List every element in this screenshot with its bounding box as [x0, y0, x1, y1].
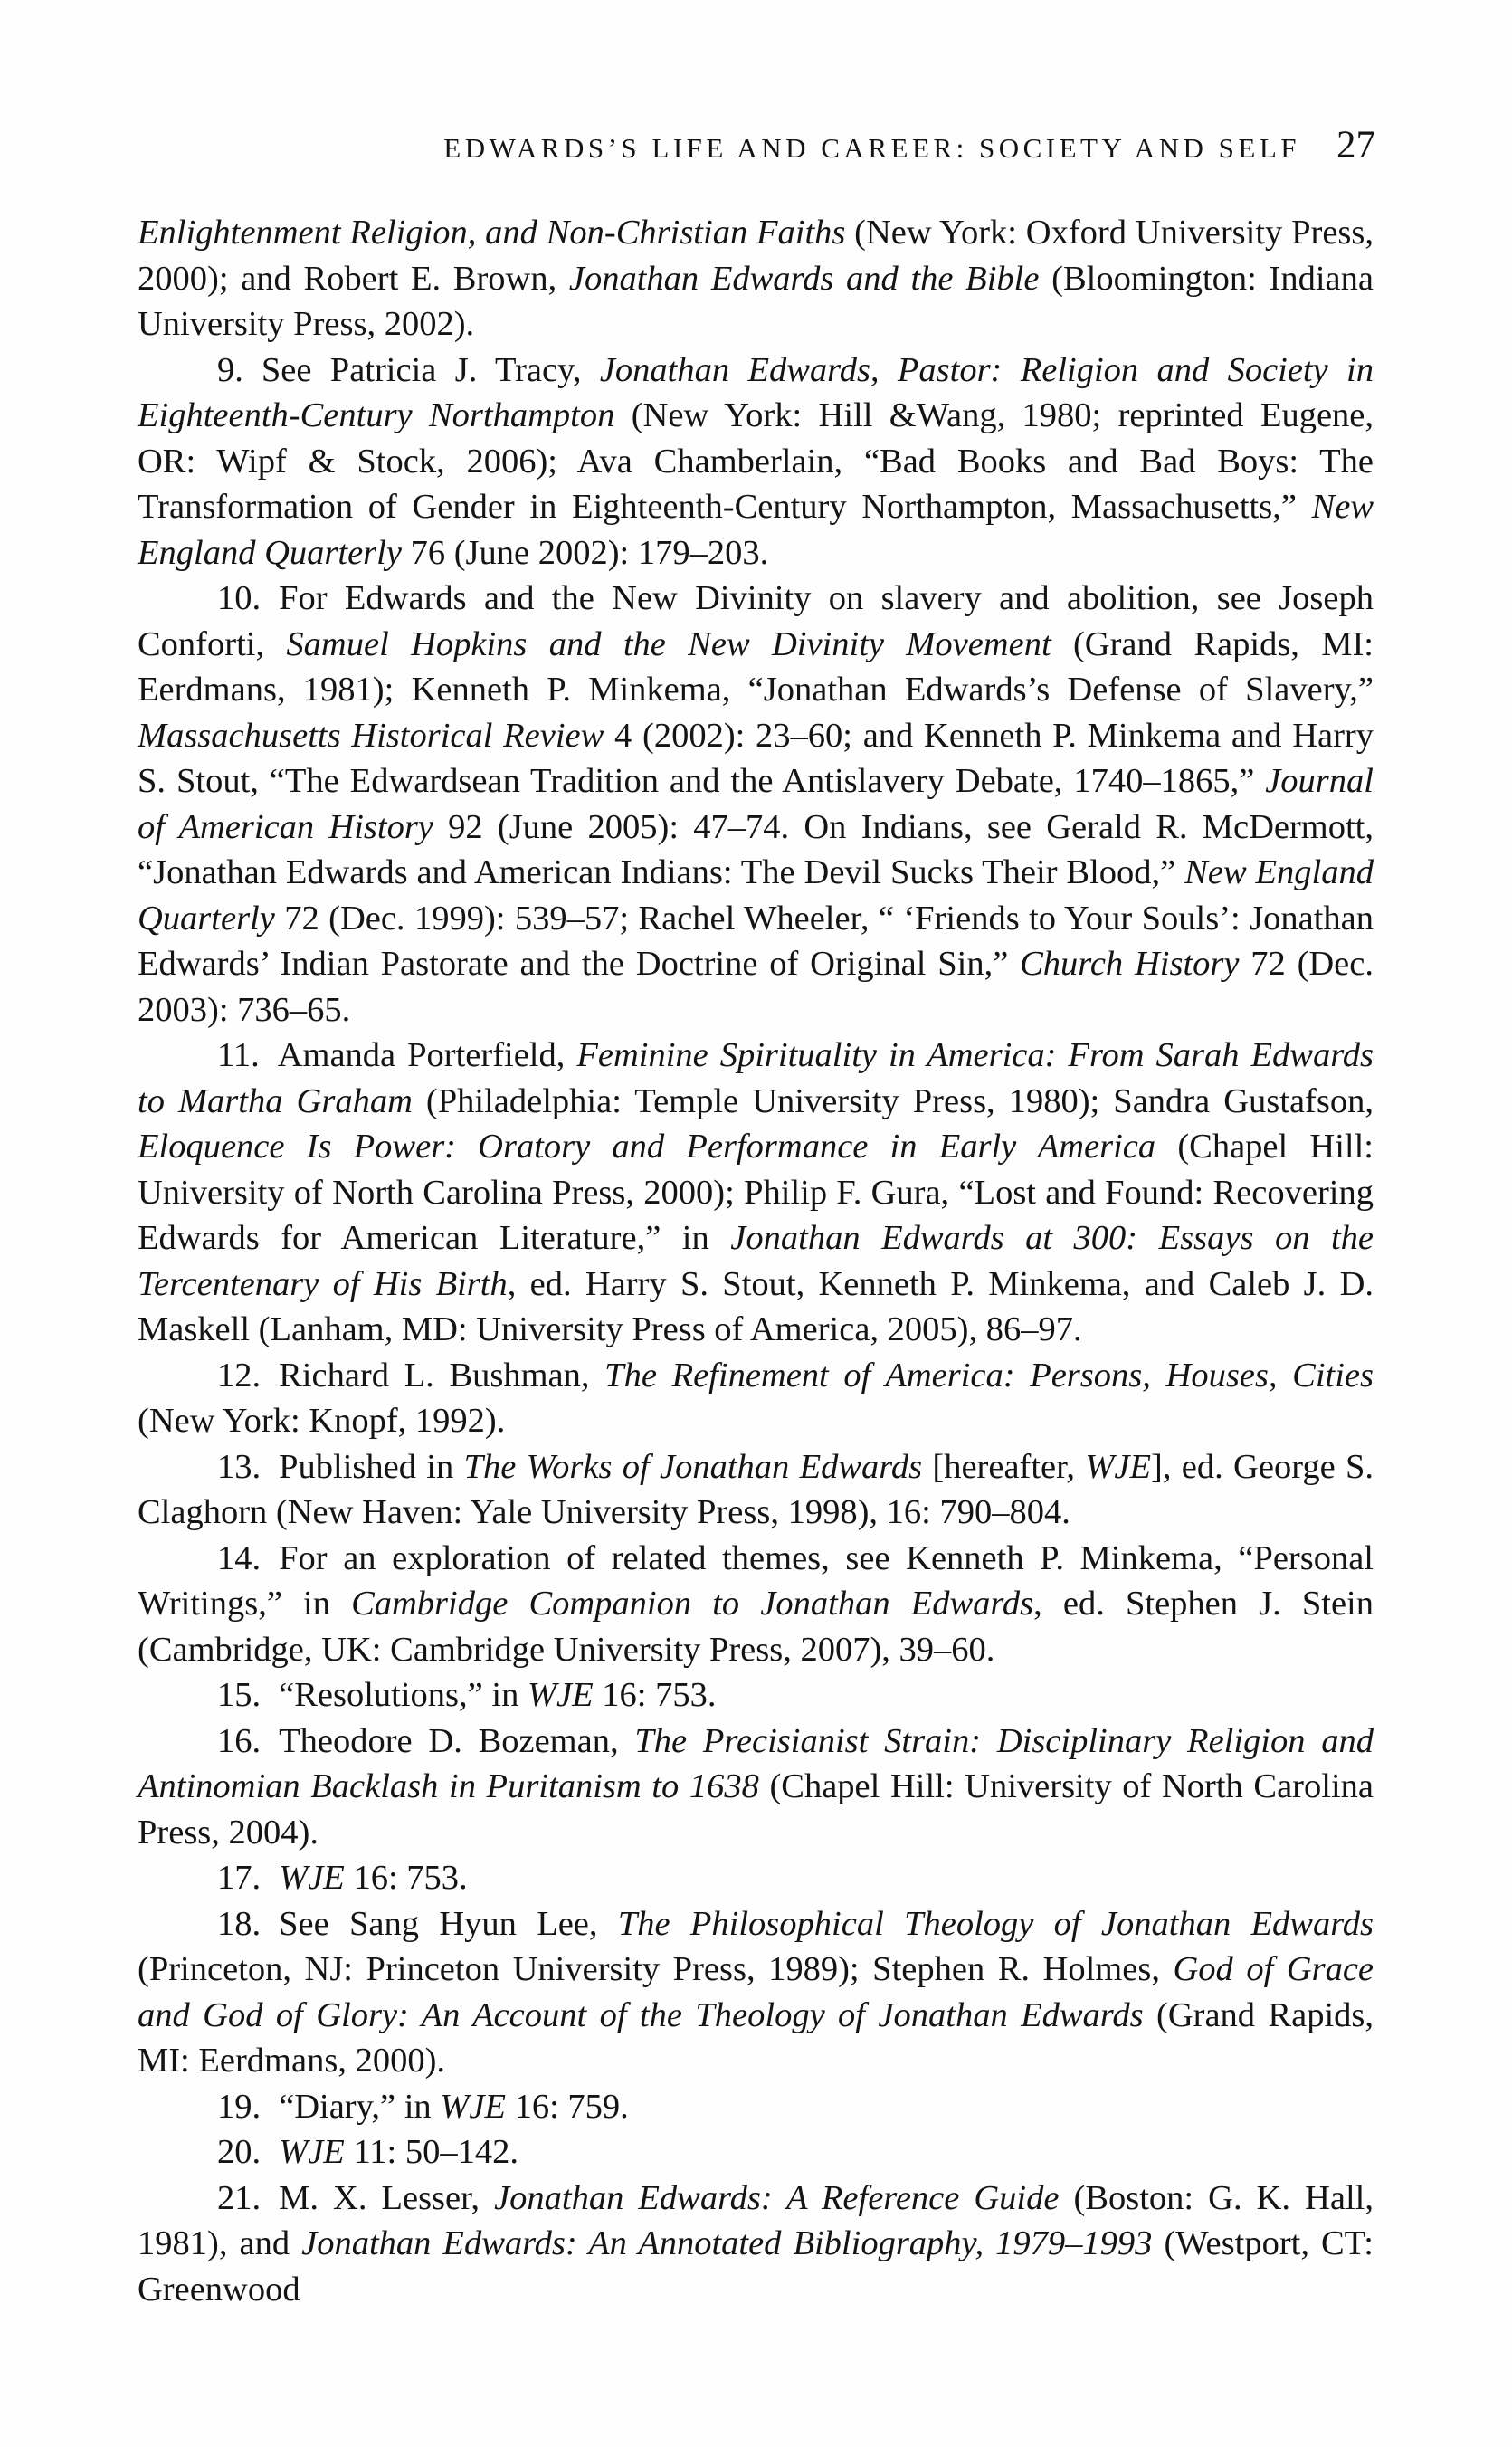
text-run: (Chapel Hill: University of North Carolina Press, 2004). — [138, 1767, 1374, 1852]
italic-text-run: Enlightenment Religion, and Non-Christian Faiths — [138, 214, 846, 252]
text-run: “Resolutions,” in — [279, 1676, 528, 1714]
text-run: M. X. Lesser, — [279, 2178, 495, 2217]
note-number: 16. — [217, 1721, 262, 1760]
italic-text-run: New England Quarterly — [138, 853, 1374, 938]
text-run: See Sang Hyun Lee, — [279, 1904, 618, 1943]
italic-text-run: The Precisianist Strain: Disciplinary Religion and Antinomian Backlash in Puritanism to 1638 — [138, 1721, 1374, 1805]
note-number: 13. — [217, 1447, 262, 1486]
italic-text-run: WJE — [279, 2133, 345, 2171]
text-run: , ed. Stephen J. Stein (Cambridge, UK: Cambridge University Press, 2007), 39–60. — [138, 1585, 1374, 1669]
text-run: (Boston: G. K. Hall, 1981), and — [138, 2178, 1374, 2262]
text-run: (Grand Rapids, MI: Eerdmans, 1981); Kenneth P. Minkema, “Jonathan Edwards’s Defense of Slavery,” — [138, 624, 1374, 709]
note-number: 14. — [217, 1538, 262, 1577]
footnote-paragraph — [138, 1536, 1374, 1673]
footnote-paragraph — [138, 348, 1374, 576]
italic-text-run: New England Quarterly — [138, 488, 1374, 572]
footnote-paragraph — [138, 1672, 1374, 1719]
italic-text-run: God of Grace and God of Glory: An Account of the Theology of Jonathan Edwards — [138, 1950, 1374, 2034]
note-number: 19. — [217, 2087, 262, 2126]
text-run: 16: 759. — [505, 2087, 629, 2126]
note-number: 12. — [217, 1356, 262, 1395]
text-run: 92 (June 2005): 47–74. On Indians, see Gerald R. McDermott, “Jonathan Edwards and American Indians: The Devil Sucks Their Blood,” — [138, 807, 1374, 891]
text-run: 4 (2002): 23–60; and Kenneth P. Minkema and Harry S. Stout, “The Edwardsean Tradition and the Antislavery Debate, 1740–1865,” — [138, 716, 1374, 800]
footnote-paragraph — [138, 1719, 1374, 1856]
text-run: (Philadelphia: Temple University Press, 1980); Sandra Gustafson, — [412, 1081, 1374, 1120]
text-run: [hereafter, — [922, 1447, 1086, 1486]
footnote-paragraph — [138, 210, 1374, 348]
italic-text-run: WJE — [527, 1676, 594, 1714]
italic-text-run: The Refinement of America: Persons, Houses, Cities — [604, 1356, 1374, 1395]
text-run: 72 (Dec. 2003): 736–65. — [138, 945, 1374, 1029]
italic-text-run: Jonathan Edwards: A Reference Guide — [494, 2178, 1060, 2217]
text-run: (New York: Knopf, 1992). — [138, 1402, 506, 1440]
italic-text-run: WJE — [1085, 1447, 1152, 1486]
footnote-paragraph — [138, 1855, 1374, 1901]
text-run: (New York: Hill &Wang, 1980; reprinted Eugene, OR: Wipf & Stock, 2006); Ava Chamberlain, “Bad Books and Bad Boys: The Transformation of Gender in Eighteenth-Century Northampton, Massachusetts,” — [138, 396, 1374, 526]
text-run: (Westport, CT: Greenwood — [138, 2224, 1374, 2309]
italic-text-run: Cambridge Companion to Jonathan Edwards — [351, 1585, 1034, 1623]
text-run: 16: 753. — [344, 1859, 468, 1897]
text-run: “Diary,” in — [279, 2087, 441, 2126]
note-number: 11. — [217, 1036, 260, 1074]
note-number: 17. — [217, 1859, 262, 1897]
italic-text-run: The Philosophical Theology of Jonathan Edwards — [617, 1904, 1374, 1943]
footnote-paragraph — [138, 1033, 1374, 1353]
italic-text-run: The Works of Jonathan Edwards — [463, 1447, 923, 1486]
italic-text-run: Jonathan Edwards and the Bible — [568, 259, 1040, 298]
note-number: 15. — [217, 1676, 262, 1714]
footnote-paragraph — [138, 1901, 1374, 2084]
note-number: 18. — [217, 1904, 262, 1943]
text-run: See Patricia J. Tracy, — [261, 350, 600, 389]
italic-text-run: Jonathan Edwards: An Annotated Bibliography, 1979–1993 — [301, 2224, 1153, 2262]
text-run: Richard L. Bushman, — [279, 1356, 605, 1395]
italic-text-run: Jonathan Edwards at 300: Essays on the Tercentenary of His Birth — [138, 1219, 1374, 1303]
text-run: , ed. Harry S. Stout, Kenneth P. Minkema, and Caleb J. D. Maskell (Lanham, MD: University Press of America, 2005), 86–97. — [138, 1264, 1374, 1348]
footnote-paragraph — [138, 576, 1374, 1033]
italic-text-run: WJE — [440, 2087, 506, 2126]
footnote-paragraph — [138, 1444, 1374, 1536]
footnote-paragraph — [138, 2084, 1374, 2130]
text-run: (Grand Rapids, MI: Eerdmans, 2000). — [138, 1995, 1374, 2080]
text-run: (Chapel Hill: University of North Carolina Press, 2000); Philip F. Gura, “Lost and Found: Recovering Edwards for American Literature,” in — [138, 1128, 1374, 1257]
note-number: 20. — [217, 2133, 262, 2171]
italic-text-run: Journal of American History — [138, 762, 1374, 846]
footnote-paragraph — [138, 2176, 1374, 2313]
footnote-paragraph — [138, 1353, 1374, 1444]
text-run: (Bloomington: Indiana University Press, 2002). — [138, 259, 1374, 343]
page-number: 27 — [1336, 124, 1375, 167]
italic-text-run: Eloquence Is Power: Oratory and Performance in Early America — [138, 1128, 1156, 1166]
running-head — [138, 123, 1375, 167]
italic-text-run: Samuel Hopkins and the New Divinity Movement — [286, 624, 1051, 663]
text-run: Published in — [279, 1447, 464, 1486]
note-number: 21. — [217, 2178, 262, 2217]
italic-text-run: WJE — [279, 1859, 345, 1897]
footnote-paragraph — [138, 2129, 1374, 2176]
text-run: 16: 753. — [593, 1676, 717, 1714]
note-number: 10. — [217, 579, 262, 617]
notes — [138, 210, 1374, 2312]
text-run: ], ed. George S. Claghorn (New Haven: Yale University Press, 1998), 16: 790–804. — [138, 1447, 1374, 1531]
text-run: (Princeton, NJ: Princeton University Press, 1989); Stephen R. Holmes, — [138, 1950, 1174, 1988]
text-run: Amanda Porterfield, — [277, 1036, 577, 1074]
italic-text-run: Jonathan Edwards, Pastor: Religion and Society in Eighteenth-Century Northampton — [138, 350, 1374, 434]
text-run: 72 (Dec. 1999): 539–57; Rachel Wheeler, “ ‘Friends to Your Souls’: Jonathan Edwards’ Indian Pastorate and the Doctrine of Original Sin,” — [138, 899, 1374, 983]
italic-text-run: Feminine Spirituality in America: From Sarah Edwards to Martha Graham — [138, 1036, 1374, 1120]
italic-text-run: Massachusetts Historical Review — [138, 716, 604, 755]
text-run: For Edwards and the New Divinity on slavery and abolition, see Joseph Conforti, — [138, 579, 1374, 663]
text-run: 76 (June 2002): 179–203. — [401, 533, 769, 572]
text-run: (New York: Oxford University Press, 2000); and Robert E. Brown, — [138, 214, 1374, 298]
italic-text-run: Church History — [1020, 945, 1240, 983]
text-run: Theodore D. Bozeman, — [279, 1721, 635, 1760]
running-head-title: EDWARDS’S LIFE AND CAREER: SOCIETY AND SELF — [443, 132, 1300, 164]
text-run: For an exploration of related themes, see Kenneth P. Minkema, “Personal Writings,” in — [138, 1538, 1374, 1623]
note-number: 9. — [217, 350, 243, 389]
text-run: 11: 50–142. — [344, 2133, 518, 2171]
